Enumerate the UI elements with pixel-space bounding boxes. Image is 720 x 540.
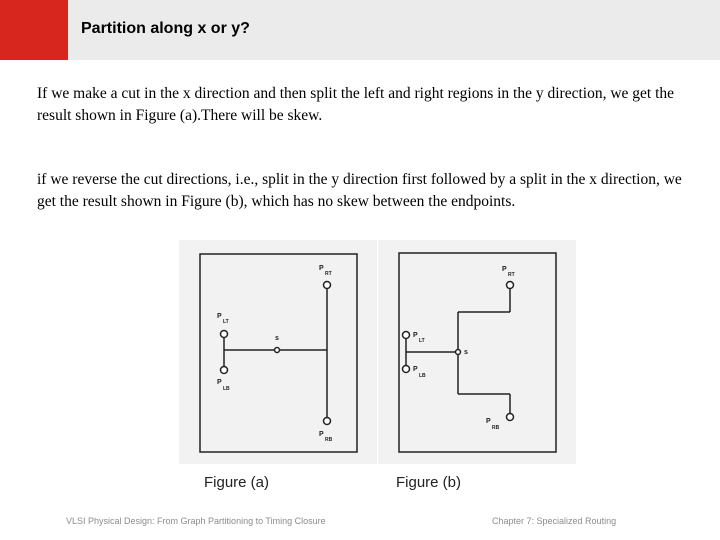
figure-b-caption: Figure (b) <box>396 474 462 491</box>
label-rt-sub: RT <box>325 271 332 277</box>
label-p-rb: P <box>319 431 324 438</box>
footer-book-title: VLSI Physical Design: From Graph Partitioning to Timing Closure <box>66 516 326 526</box>
footer-chapter: Chapter 7: Specialized Routing <box>492 516 617 526</box>
source-s <box>275 348 280 353</box>
pin-rt <box>324 282 331 289</box>
pin-lt <box>221 331 228 338</box>
label-p-rt: P <box>502 266 507 273</box>
source-s <box>456 350 461 355</box>
paragraph-x-cut: If we make a cut in the x direction and then split the left and right regions in the y direction, we get the result shown in Figure (a).There will be skew. <box>37 85 675 124</box>
label-s: s <box>275 335 279 342</box>
paragraph-y-cut: if we reverse the cut directions, i.e., split in the y direction first followed by a split in the x direction, we get the result shown in Figure (b), which has no skew between the endpoints. <box>37 171 682 210</box>
label-p-lb: P <box>217 379 222 386</box>
label-lb-sub: LB <box>419 373 426 379</box>
label-s: s <box>464 349 468 356</box>
label-rb-sub: RB <box>492 425 500 431</box>
pin-lt <box>403 332 410 339</box>
pin-lb <box>403 366 410 373</box>
pin-lb <box>221 367 228 374</box>
brand-red-block <box>0 0 68 60</box>
pin-rb <box>507 414 514 421</box>
figure-a-image <box>179 240 377 464</box>
figure-a-diagram <box>179 240 377 464</box>
label-lt-sub: LT <box>223 319 229 325</box>
figure-b-image <box>378 240 576 464</box>
pin-rt <box>507 282 514 289</box>
label-p-lt: P <box>217 313 222 320</box>
label-lb-sub: LB <box>223 386 230 392</box>
pin-rb <box>324 418 331 425</box>
label-p-rb: P <box>486 418 491 425</box>
label-rb-sub: RB <box>325 437 333 443</box>
figure-a-caption: Figure (a) <box>204 474 270 491</box>
label-p-lb: P <box>413 366 418 373</box>
label-rt-sub: RT <box>508 272 515 278</box>
label-lt-sub: LT <box>419 338 425 344</box>
label-p-rt: P <box>319 265 324 272</box>
slide-title: Partition along x or y? <box>81 20 250 37</box>
label-p-lt: P <box>413 332 418 339</box>
figure-b-diagram <box>378 240 576 464</box>
